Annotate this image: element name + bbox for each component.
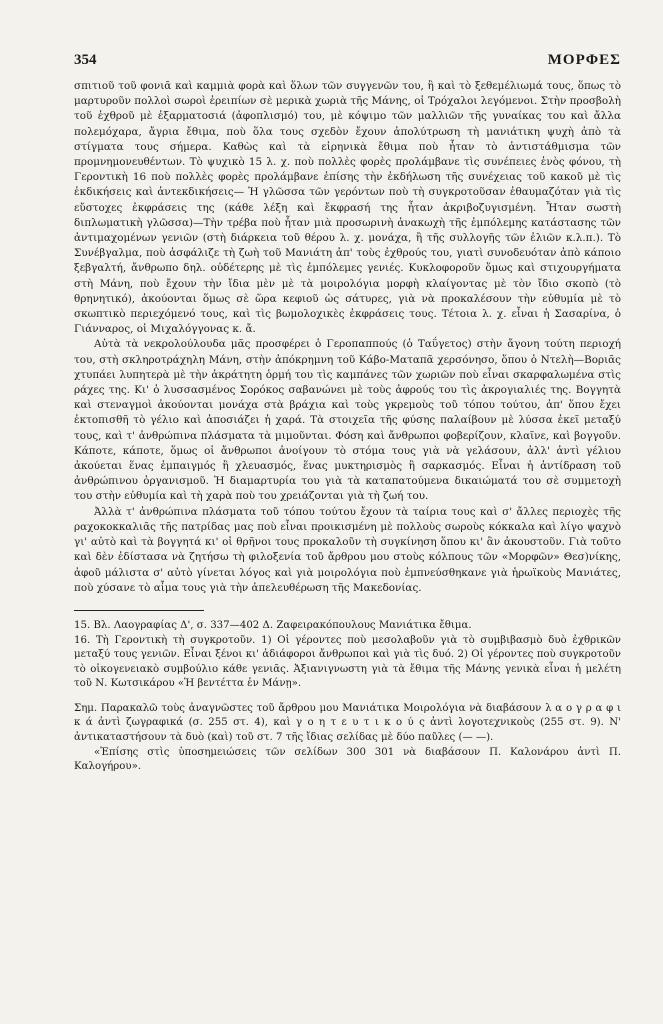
correction-note	[74, 702, 621, 775]
paragraph: σπιτιοῦ τοῦ φονιᾶ καὶ καμμιὰ φορὰ καὶ ὅλων τῶν συγγενῶν του, ἢ καὶ τὸ ξεθεμέλιωμά τους, ὅπως τὸ μαρτυροῦν πολλοὶ σωροὶ ἐρειπίων σὲ μερικὰ χωριὰ τῆς Μάνης, οἱ Τρόχαλοι λεγόμενοι. Στὴν προσβολὴ τοῦ ἐχθροῦ μὲ ἐξαρματοσιά (ἀφοπλισμό) του, μὲ κόψιμο τῶν μαλλιῶν τῆς γυναίκας του καὶ ἄλλα πολεμόχαρα, ἄγρια ἔθιμα, ποὺ ὅλα τους σχεδὸν ἔχουν ἀπολύτρωση τὴ μανιάτικη ψυχὴ ἀπὸ τὰ στίγματα τους σήμερα. Καθὼς καὶ τὰ εἰρηνικὰ ἔθιμα ποὺ ἦταν τὸ ἀντιστάθμισμα τῶν προμνημονευθέντων. Τὸ ψυχικὸ 15 λ. χ. ποὺ πολλὲς φορὲς προλάμβανε τὶς συνέπειες ἑνὸς φόνου, τὴ Γεροντικὴ 16 ποὺ πολλὲς φορὲς προλάμβανε ἐπίσης τὴν ἐκδήλωση τῆς συνέχειας τοῦ κακοῦ μὲ τὶς ἐκδικήσεις καὶ ἀντεκδικήσεις— Ἡ γλῶσσα τῶν γερόντων ποὺ τὴ συγκροτοῦσαν ἐθαυμαζόταν γιὰ τὶς εὔστοχες ἐκφράσεις της (κάθε λέξη καὶ ἔκφρασή της ἦταν ἀκριβοζυγισμένη. Ἦταν σωστὴ διπλωματικὴ γλῶσσα)—Τὴν τρέβα ποὺ ἦταν μιὰ προσωρινὴ ἀνακωχὴ τῆς ἐμπόλεμης κατάστασης τῶν ἀντιμαχομένων γενιῶν (στὴ διάρκεια τοῦ θέρου λ. χ. μονάχα, ἢ τῆς συλλογῆς τῶν ἐλιῶν κ.λ.π.). Τὸ Συνέβγαλμα, ποὺ ἀσφάλιζε τὴ ζωὴ τοῦ Μανιάτη ἀπ' τοὺς ἐχθρούς του, γιατὶ συνοδευόταν ἀπὸ κάποιο ξεβγαλτή, ἄνθρωπο δηλ. οὐδέτερης μὲ τὶς ἐμπόλεμες γενιές. Κυκλοφοροῦν ὅμως καὶ στιχουργήματα στὴ Μάνη, ποὺ ἔχουν τὴν ἴδια μὲν μὲ τὰ μοιρολόγια μορφὴ κλαίγοντας μὲ τὸν ἴδιο σκοπὸ (τὸ θρηνητικό), ἀκούονται ὅμως σὲ ὥρα κεφιοῦ ὡς σάτυρες, γιὰ νὰ προκαλέσουν τὴν εὐθυμία μὲ τὸ σκωπτικὸ περιεχόμενό τους, καὶ τὶς βωμολοχικὲς ἐκφράσεις τους. Τέτοια λ. χ. εἶναι ἡ Σασαρίνα, ὁ Γιάνναρος, οἱ Μιχαλόγγονας κ. ἄ.	[74, 80, 621, 336]
page-number: 354	[74, 52, 97, 68]
footnote-separator	[74, 610, 204, 611]
correction-note-addendum: «Ἐπίσης στὶς ὑποσημειώσεις τῶν σελίδων 300 301 νὰ διαβάσουν Π. Καλονάρου ἀντὶ Π. Καλογήρου».	[74, 746, 621, 773]
running-title: ΜΟΡΦΕΣ	[547, 52, 621, 68]
footnotes	[74, 619, 621, 692]
page-header	[74, 52, 621, 69]
correction-note-text: Σημ. Παρακαλῶ τοὺς ἀναγνῶστες τοῦ ἄρθρου μου Μανιάτικα Μοιρολόγια νὰ διαβάσουν λ α ο γ ρ α φ ι κ ά ἀντὶ ζωγραφικά (σ. 255 στ. 4), καὶ γ ο η τ ε υ τ ι κ ο ύ ς ἀντὶ λογοτεχνικοὺς (255 στ. 9). Ν' ἀντικαταστήσουν τὰ δυὸ (καὶ) τοῦ στ. 7 τῆς ἴδιας σελίδας μὲ δύο παῦλες (— —).	[74, 702, 621, 744]
paragraph: Ἀλλὰ τ' ἀνθρώπινα πλάσματα τοῦ τόπου τούτου ἔχουν τὰ ταίρια τους καὶ σ' ἄλλες περιοχὲς τῆς ραχοκοκκαλιᾶς τῆς πατρίδας μας ποὺ εἶναι προικισμένη μὲ πολλοὺς σωροὺς κόκκαλα καὶ λίγο ψαχνὸ γι' αὐτὸ καὶ τὰ βογγητά κι' οἱ θρῆνοι τους προκαλοῦν τὴ συγκίνηση ὅπου κι' ἂν ἀκουστοῦν. Γιὰ τοῦτο καὶ δὲν ἐδίστασα νὰ ζητήσω τὴ φιλοξενία τοῦ ἄρθρου μου στοὺς κόλπους τῶν «Μορφῶν» Θεσ)νίκης, ἀφοῦ μάλιστα σ' αὐτὸ γίνεται λόγος καὶ γιὰ μοιρολόγια ποὺ ἐμπνεύσθηκανε γιὰ ἡρωϊκοὺς Μανιάτες, ποὺ χύσανε τὸ αἷμα τους γιὰ τὴν ἀπελευθέρωση τῆς Μακεδονίας.	[74, 505, 621, 594]
main-text	[74, 79, 621, 596]
footnote-16: 16. Τὴ Γεροντικὴ τὴ συγκροτοῦν. 1) Οἱ γέροντες ποὺ μεσολαβοῦν γιὰ τὸ συμβιβασμὸ δυὸ ἐχθρικῶν μεταξύ τους γενιῶν. Εἶναι ξένοι κι' ἀδιάφοροι ἄνθρωποι καὶ γιὰ τὶς δυό. 2) Οἱ γέροντες ποὺ συγκροτοῦν τὸ οἰκογενειακὸ συμβούλιο κάθε γενιᾶς. Ἀξιανιγνωστη γιὰ τὰ ἔθιμα τῆς Μάνης γενικὰ εἶναι ἡ μελέτη τοῦ Ν. Κωτσικάρου «Ἡ βεντέττα ἐν Μάνῃ».	[74, 634, 621, 690]
footnote-15: 15. Βλ. Λαογραφίας Δ', σ. 337—402 Δ. Ζαφειρακόπουλους Μανιάτικα ἔθιμα.	[74, 619, 472, 631]
paragraph: Αὐτὰ τὰ νεκρολούλουδα μᾶς προσφέρει ὁ Γεροπαππούς (ὁ Ταΰγετος) στὴν ἄγονη τούτη περιοχή του, στὴ σκληροτράχηλη Μάνη, στὴν ἀπόκρημνη τοῦ Κάβο-Ματαπᾶ χερσόνησο, ὅπου ὁ Ντελὴ—Βοριᾶς χτυπάει λυπητερὰ μὲ τὴν ἀκράτητη ὁρμή του τὶς καμπάνες τῶν χωριῶν ποὺ εἶναι σκαρφαλωμένα στὶς ράχες της. Κι' ὁ λυσσασμένος Σορόκος σαβανώνει μὲ τοὺς ἀφρούς του τὶς ἀκρογιαλιές της. Βογγητὰ καὶ στεναγμοὶ ἀκούονται μονάχα στὰ βράχια καὶ τοὺς γκρεμοὺς τοῦ τόπου τούτου, ἀπ' ὅπου ἔχει ἐκτοπισθῆ τὸ γέλιο καὶ ἀποσιάζει ἡ χαρά. Τὰ στοιχεῖα τῆς φύσης παλαίβουν μὲ λύσσα ἐκεῖ μεταξύ τους, καὶ τ' ἀνθρώπινα πλάσματα τὰ μιμοῦνται. Φόση καὶ ἄνθρωποι φοβερίζουν, κλαῖνε, καὶ βογγοῦν. Κάποτε, κάποτε, ὅμως οἱ ἄνθρωποι ἀνοίγουν τὸ στόμα τους γιὰ νὰ γελάσουν, ἀλλ' ἀντὶ γέλιου ἀκούεται ἕνας ἐμπαιγμός ἢ χλευασμός, ἕνας μυκτηρισμὸς ἢ σαρκασμός. Εἶναι ἡ ἀντίδραση τοῦ ἀνθρώπινου ὀργανισμοῦ. Ἡ διαμαρτυρία του γιὰ τὰ καταπατούμενα δικαιώματά του σὲ συμμετοχὴ του στὴν εὐθυμία καὶ τὴ χαρὰ ποὺ του χρειάζονται γιὰ τὴ ζωή του.	[74, 338, 621, 503]
